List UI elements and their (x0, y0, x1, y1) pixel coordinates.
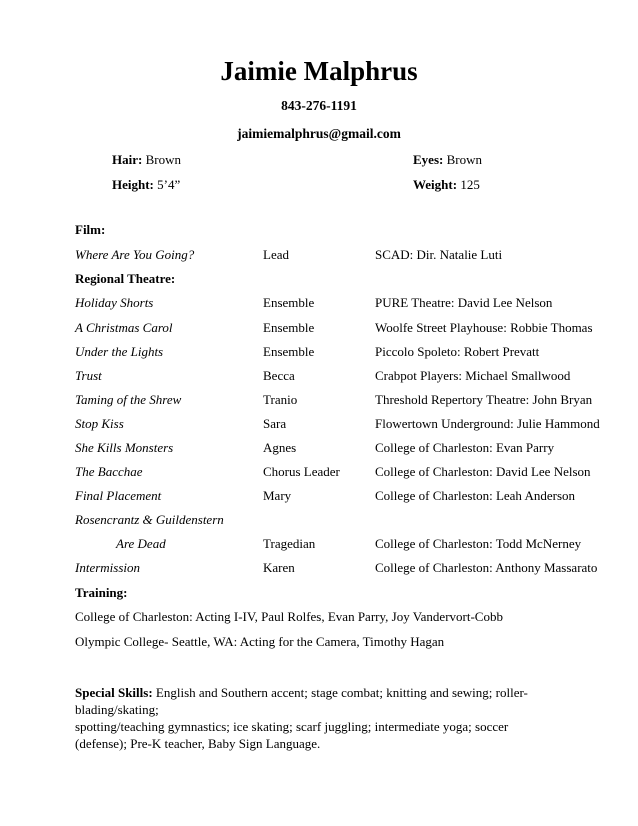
credit-title: The Bacchae (75, 464, 143, 479)
credit-company: College of Charleston: David Lee Nelson (375, 464, 591, 479)
credit-role: Agnes (263, 440, 297, 455)
email-address: jaimiemalphrus@gmail.com (237, 126, 401, 141)
credit-role: Mary (263, 488, 292, 503)
weight-value: 125 (460, 177, 480, 192)
credit-role: Lead (263, 247, 289, 262)
skills-text: spotting/teaching gymnastics; ice skating; scarf juggling; intermediate yoga; soccer (75, 719, 509, 734)
phone-number: 843-276-1191 (281, 98, 357, 113)
credit-role: Tranio (263, 392, 298, 407)
special-skills (75, 684, 605, 752)
weight-stat (413, 177, 480, 193)
training-heading: Training: (75, 585, 128, 600)
credit-company: Flowertown Underground: Julie Hammond (375, 416, 600, 431)
credit-role: Becca (263, 368, 295, 383)
credit-title: Holiday Shorts (75, 295, 154, 310)
credit-company: Woolfe Street Playhouse: Robbie Thomas (375, 320, 593, 335)
hair-label: Hair: (112, 152, 143, 167)
film-heading: Film: (75, 222, 106, 237)
skills-text: English and Southern accent; stage combat; knitting and sewing; roller-blading/skating; (75, 685, 528, 717)
credit-company: College of Charleston: Anthony Massarato (375, 560, 598, 575)
eyes-value: Brown (446, 152, 482, 167)
resume-name: Jaimie Malphrus (220, 56, 418, 86)
credit-company: PURE Theatre: David Lee Nelson (375, 295, 553, 310)
credit-title: Taming of the Shrew (75, 392, 182, 407)
hair-stat (112, 152, 181, 168)
credit-title: Final Placement (75, 488, 162, 503)
eyes-stat (413, 152, 482, 168)
credit-title: Under the Lights (75, 344, 164, 359)
credit-title: Trust (75, 368, 102, 383)
height-label: Height: (112, 177, 154, 192)
training-line: Olympic College- Seattle, WA: Acting for the Camera, Timothy Hagan (75, 634, 445, 649)
credit-title: Where Are You Going? (75, 247, 195, 262)
credit-title: Stop Kiss (75, 416, 124, 431)
credit-company: SCAD: Dir. Natalie Luti (375, 247, 503, 262)
skills-label: Special Skills: (75, 685, 153, 700)
height-stat (112, 177, 180, 193)
credit-company: College of Charleston: Evan Parry (375, 440, 555, 455)
credit-role: Karen (263, 560, 295, 575)
credit-company: College of Charleston: Leah Anderson (375, 488, 576, 503)
credit-company: College of Charleston: Todd McNerney (375, 536, 582, 551)
credit-role: Ensemble (263, 320, 315, 335)
credit-role: Ensemble (263, 344, 315, 359)
credit-company: Crabpot Players: Michael Smallwood (375, 368, 571, 383)
height-value: 5’4” (157, 177, 181, 192)
hair-value: Brown (145, 152, 181, 167)
weight-label: Weight: (413, 177, 458, 192)
credit-title: She Kills Monsters (75, 440, 174, 455)
credit-title: Are Dead (116, 536, 166, 551)
credit-title: Intermission (75, 560, 140, 575)
credit-role: Sara (263, 416, 287, 431)
credit-company: Piccolo Spoleto: Robert Prevatt (375, 344, 540, 359)
eyes-label: Eyes: (413, 152, 444, 167)
skills-text: (defense); Pre-K teacher, Baby Sign Language. (75, 736, 321, 751)
training-line: College of Charleston: Acting I-IV, Paul Rolfes, Evan Parry, Joy Vandervort-Cobb (75, 609, 503, 624)
credit-role: Ensemble (263, 295, 315, 310)
credit-role: Tragedian (263, 536, 316, 551)
credit-role: Chorus Leader (263, 464, 340, 479)
credit-title: A Christmas Carol (75, 320, 173, 335)
credit-title: Rosencrantz & Guildenstern (75, 512, 224, 527)
credit-company: Threshold Repertory Theatre: John Bryan (375, 392, 593, 407)
theatre-heading: Regional Theatre: (75, 271, 176, 286)
